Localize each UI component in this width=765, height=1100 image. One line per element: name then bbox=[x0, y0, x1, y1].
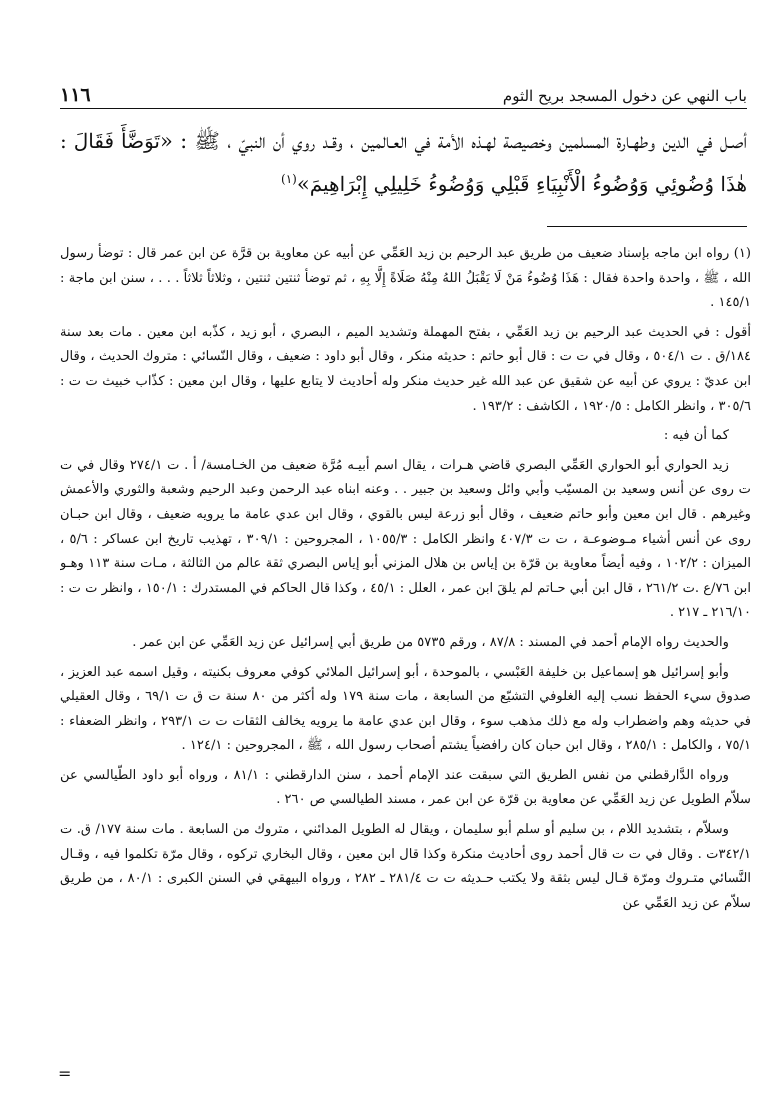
footnotes bbox=[60, 242, 751, 1087]
quote-close: » bbox=[296, 172, 310, 196]
running-title: باب النهي عن دخول المسجد بريح الثوم bbox=[502, 87, 747, 105]
page-number: ١١٦ bbox=[60, 84, 91, 106]
continuation-mark: = bbox=[58, 1064, 72, 1083]
footnote-paragraph-4: زيد الحواري أبو الحواري العَمِّي البصري قاضي هـرات ، يقال اسم أبيـه مُرَّة ضعيف من الخـامسة/ أ . ت ٢٧٤/١ وقال في ت ت روى عن أنس وسعيد بن المسيّب وأبي وائل وسعيد بن جبير . . وعنه ابناه عبد الرحمن وعبد الرحيم وشعبة والثوري والأعمش وغيرهم . قال ابن معين وأبو حاتم ضعيف ، وقال أبو زرعة ليس بالقوي ، وقال ابن عدي عامة ما يرويه ضعيف ، وقال ابن حبـان روى عن أنس أشياء مـوضوعـة ، ت ت ٤٠٧/٣ وانظر الكامل : ١٠٥٥/٣ ، المجروحين : ٣٠٩/١ ، تهذيب تاريخ ابن عساكر : ٥/٦ ، الميزان : ١٠٢/٢ ، وفيه أيضاً معاوية بن قرّة بن إياس بن هلال المزني أبو إياس البصري ثقة عالم من الثالثة ، مـات سنة ١١٣ وهـو ابن ٧٦/ع .ت ٢٦١/٢ ، قال ابن أبي حـاتم لم يلقَ ابن عمر ، العلل : ٤٥/١ ، وكذا قال الحاكم في المستدرك : ١٥٠/١ ، وانظر ت ت : ٢١٦/١٠ ـ ٢١٧ . bbox=[60, 457, 751, 621]
main-text-body: أصـل في الدين وطهـارة المسلمين وخصيصة لهـذه الأمة في العـالمين ، وقـد روي أن النبيّ ، ﷺ : « bbox=[160, 129, 747, 153]
footnote-reference: (١) bbox=[281, 172, 297, 186]
main-text bbox=[60, 122, 747, 203]
footnote-paragraph-7: ورواه الدَّارقطني من نفس الطريق التي سبقت عند الإمام أحمد ، سنن الدارقطني : ٨١/١ ، ورواه أبو داود الطّيالسي عن سلاّم الطويل عن زيد العَمِّي عن معاوية بن قرّة عن ابن عمر ، مسند الطيالسي ص ٢٦٠ . bbox=[60, 767, 751, 808]
footnote-paragraph-6: وأبو إسرائيل هو إسماعيل بن خليفة العَبْسي ، بالموحدة ، أبو إسرائيل الملائي كوفي معروف بكنيته ، وقيل اسمه عبد العزيز ، صدوق سيء الحفظ نسب إليه الغلوفي التشيّع من السابعة ، مات سنة ١٧٩ وله أكثر من ٨٠ سنة ت ق ت ٦٩/١ ، وقال العقيلي في حديثه وهم واضطراب وله مع ذلك مذهب سوء ، وقال ابن عدي عامة ما يرويه يخالف الثقات ت ت ٢٩٣/١ ، وانظر الضعفاء : ٧٥/١ ، والكامل : ٢٨٥/١ ، وقال ابن حبان كان رافضياً يشتم أصحاب رسول الله ، ﷺ ، المجروحين : ١٢٤/١ . bbox=[60, 664, 751, 754]
page-header bbox=[60, 82, 747, 109]
footnote-paragraph-5: والحديث رواه الإمام أحمد في المسند : ٨٧/٨ ، ورقم ٥٧٣٥ من طريق أبي إسرائيل عن زيد العَمِّي عن ابن عمر . bbox=[132, 634, 729, 650]
footnote-separator bbox=[547, 226, 747, 227]
hadith-quote: تَوَضَّأَ فَقَالَ : هٰذَا وُضُوئِي وَوُضُوءُ الْأَنْبِيَاءِ قَبْلِي وَوُضُوءُ خَلِيلِي إِبْرَاهِيمَ bbox=[60, 129, 747, 196]
footnote-paragraph-3: كما أن فيه : bbox=[663, 428, 729, 444]
footnote-paragraph-1: (١) رواه ابن ماجه بإسناد ضعيف من طريق عبد الرحيم بن زيد العَمِّي عن أبيه عن معاوية بن قرَّة عن ابن عمر قال : توضأ رسول الله ، ﷺ ، واحدة واحدة فقال : هَذَا وُضُوءُ مَنْ لَا يَقْبَلُ اللهُ مِنْهُ صَلَاةً إِلَّا بِهِ ، ثم توضأ ثنتين ثنتين ، وثلاثاً ثلاثاً . . . ، سنن ابن ماجة : ١٤٥/١ . bbox=[60, 246, 751, 311]
footnote-paragraph-8: وسلاّم ، بتشديد اللام ، بن سليم أو سلم أبو سليمان ، ويقال له الطويل المدائني ، متروك من السابعة . مات سنة ١٧٧/ ق. ت ٣٤٢/١ت . وقال في ت ت قال أحمد روى أحاديث منكرة وكذا قال ابن معين ، وقال البخاري تركوه ، وقال مرّة تكلموا فيه ، وقـال النَّسائي متـروك ومرّة قـال ليس بثقة ولا يكتب حـديثه ت ت ٢٨١/٤ ـ ٢٨٢ ، ورواه البيهقي في السنن الكبرى : ٨٠/١ ، من طريق سلاّم عن زيد العَمِّي عن bbox=[60, 822, 751, 911]
footnote-paragraph-2: أقول : في الحديث عبد الرحيم بن زيد العَمِّي ، بفتح المهملة وتشديد الميم ، البصري ، أبو زيد ، كذّبه ابن معين . مات بعد سنة ١٨٤/ق . ت ٥٠٤/١ ، وقال في ت ت : قال أبو حاتم : حديثه منكر ، وقال أبو داود : ضعيف ، وقال النّسائي : متروك الحديث ، وقال ابن عديّ : يروي عن أبيه عن شقيق عن عبد الله غير حديث منكر وله أحاديث لا يتابع عليها ، وقال ابن معين : كذّاب خبيث ت ت : ٣٠٥/٦ ، وانظر الكامل : ١٩٢٠/٥ ، الكاشف : ١٩٣/٢ . bbox=[60, 324, 751, 414]
